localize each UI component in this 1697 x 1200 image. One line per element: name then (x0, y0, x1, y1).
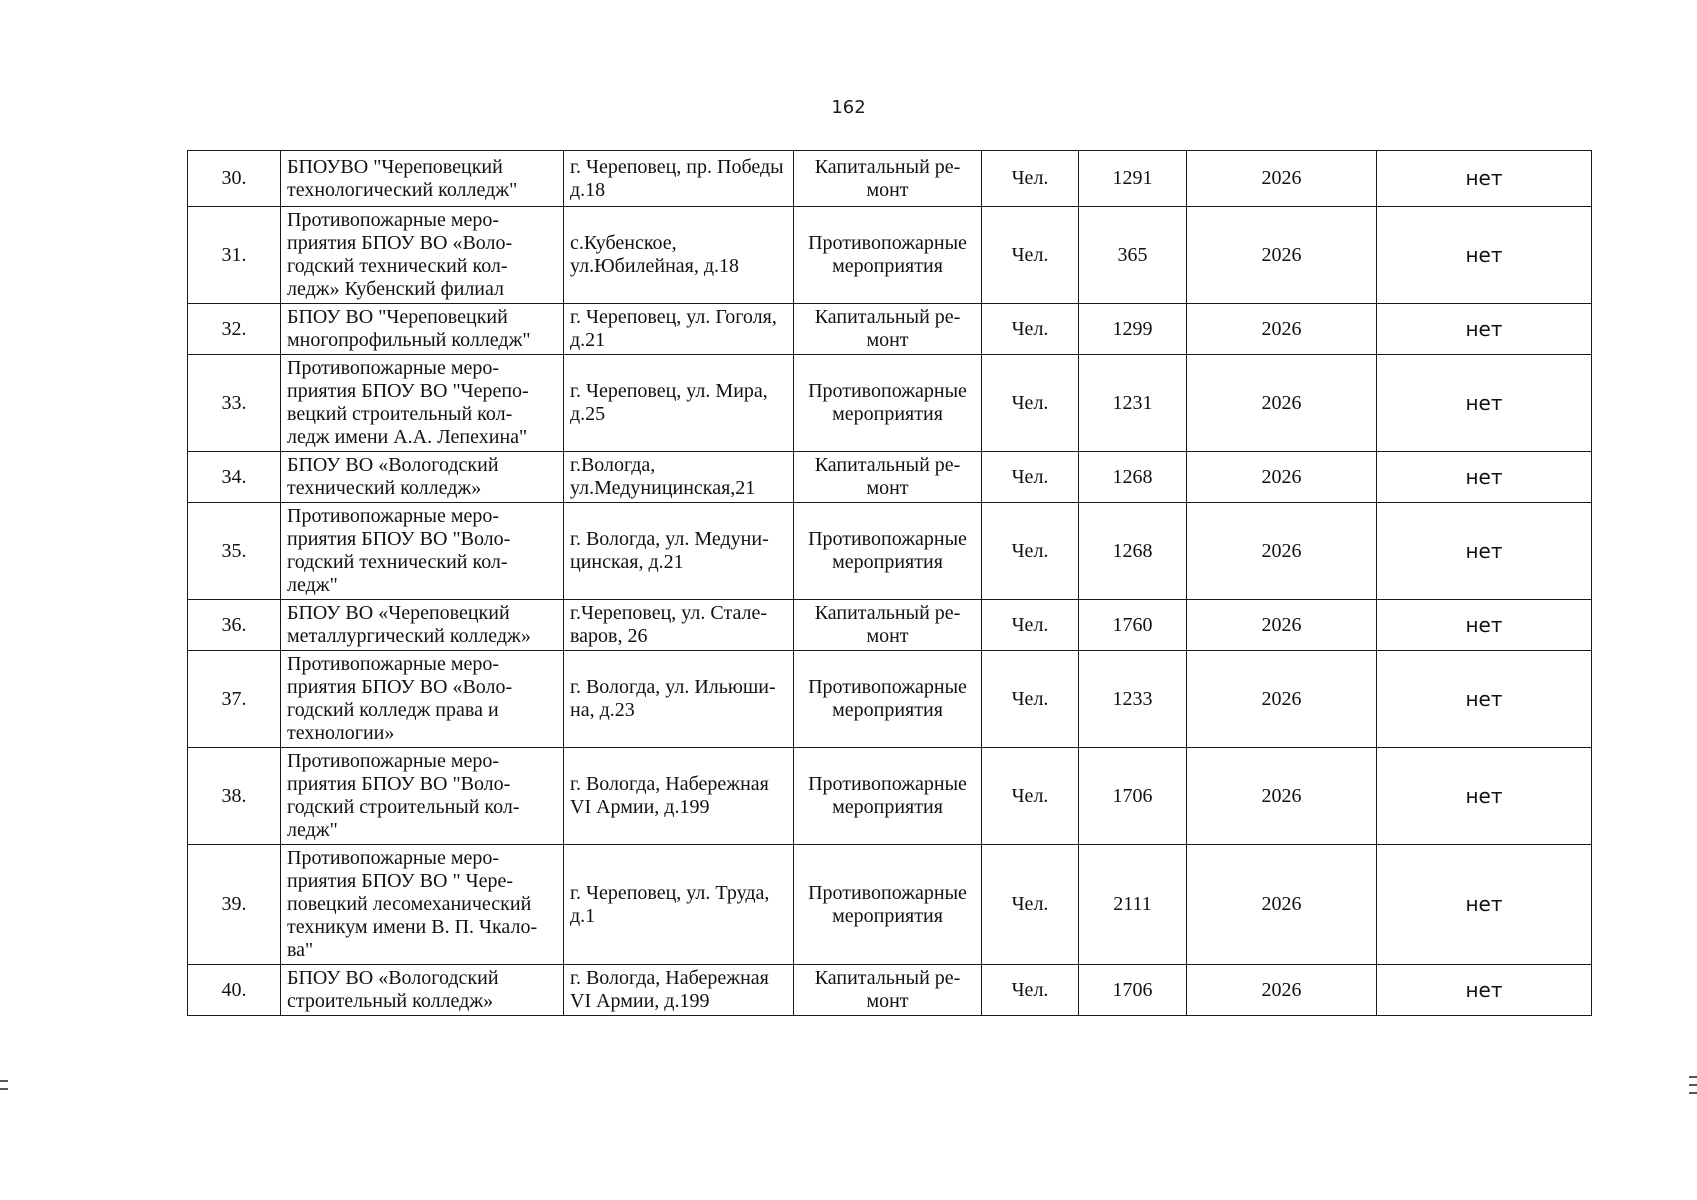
status-cell: нет (1377, 151, 1592, 207)
work-type-cell-line: Противопожарные (808, 881, 967, 904)
institution-name-cell (281, 304, 564, 355)
quantity-cell: 2111 (1079, 845, 1187, 965)
status-cell: нет (1377, 355, 1592, 452)
address-cell (564, 452, 794, 503)
work-type-cell-line: мероприятия (832, 796, 943, 818)
row-number-cell: 33. (188, 355, 281, 452)
address-cell (564, 207, 794, 304)
work-type-cell (794, 965, 982, 1016)
institution-name-cell-line: ледж имени А.А. Лепехина" (287, 426, 528, 448)
status-cell: нет (1377, 503, 1592, 600)
address-cell-line: ул.Юбилейная, д.18 (570, 255, 740, 277)
row-number-cell: 38. (188, 748, 281, 845)
institution-name-cell-line: техникум имени В. П. Чкало- (287, 916, 538, 938)
quantity-cell: 1706 (1079, 748, 1187, 845)
institution-name-cell-line: Противопожарные меро- (287, 209, 500, 231)
address-cell (564, 651, 794, 748)
row-number-cell: 36. (188, 600, 281, 651)
row-number-cell: 30. (188, 151, 281, 207)
margin-mark-right (1689, 1084, 1697, 1086)
table-row (188, 452, 1592, 503)
work-type-cell (794, 452, 982, 503)
work-type-cell-line: Противопожарные (808, 528, 967, 550)
institution-name-cell-line: годский строительный кол- (287, 796, 520, 818)
address-cell-line: г. Череповец, пр. Победы (570, 155, 784, 178)
unit-cell: Чел. (982, 304, 1079, 355)
institution-name-cell (281, 748, 564, 845)
row-number-cell: 31. (188, 207, 281, 304)
row-number-cell: 39. (188, 845, 281, 965)
status-cell: нет (1377, 304, 1592, 355)
address-cell-line: г. Вологда, Набережная (570, 967, 769, 989)
unit-cell: Чел. (982, 452, 1079, 503)
address-cell (564, 503, 794, 600)
address-cell (564, 845, 794, 965)
year-cell: 2026 (1187, 651, 1377, 748)
quantity-cell: 1233 (1079, 651, 1187, 748)
address-cell-line: цинская, д.21 (570, 551, 684, 573)
address-cell-line: варов, 26 (570, 625, 648, 647)
work-type-cell-line: монт (866, 990, 909, 1012)
institution-name-cell-line: металлургический колледж» (287, 625, 531, 647)
year-cell: 2026 (1187, 355, 1377, 452)
institution-name-cell-line: ва" (287, 939, 314, 961)
work-type-cell-line: монт (866, 329, 909, 351)
year-cell: 2026 (1187, 845, 1377, 965)
address-cell-line: VI Армии, д.199 (570, 796, 710, 818)
institution-name-cell-line: многопрофильный колледж" (287, 329, 531, 351)
address-cell-line: VI Армии, д.199 (570, 990, 710, 1012)
institution-name-cell-line: ледж" (287, 819, 338, 841)
address-cell-line: г. Череповец, ул. Труда, (570, 881, 770, 904)
institution-name-cell-line: годский технический кол- (287, 551, 508, 573)
institution-name-cell-line: приятия БПОУ ВО "Черепо- (287, 380, 529, 402)
address-cell (564, 965, 794, 1016)
unit-cell: Чел. (982, 748, 1079, 845)
work-type-cell (794, 600, 982, 651)
work-type-cell-line: Противопожарные (808, 676, 967, 698)
institution-name-cell-line: Противопожарные меро- (287, 653, 500, 675)
institution-name-cell-line: ледж" (287, 574, 338, 596)
work-type-cell-line: монт (866, 477, 909, 499)
work-type-cell (794, 503, 982, 600)
address-cell-line: г. Череповец, ул. Гоголя, (570, 306, 777, 328)
institution-name-cell-line: годский колледж права и (287, 699, 499, 721)
quantity-cell: 365 (1079, 207, 1187, 304)
work-type-cell-line: Противопожарные (808, 773, 967, 795)
address-cell (564, 151, 794, 207)
quantity-cell: 1299 (1079, 304, 1187, 355)
year-cell: 2026 (1187, 304, 1377, 355)
address-cell-line: г. Череповец, ул. Мира, (570, 380, 768, 402)
table-row (188, 355, 1592, 452)
work-type-cell-line: мероприятия (832, 699, 943, 721)
institution-name-cell-line: технологический колледж" (287, 178, 518, 201)
row-number-cell: 37. (188, 651, 281, 748)
status-cell: нет (1377, 600, 1592, 651)
quantity-cell: 1760 (1079, 600, 1187, 651)
address-cell (564, 600, 794, 651)
address-cell (564, 748, 794, 845)
quantity-cell: 1231 (1079, 355, 1187, 452)
work-type-cell-line: мероприятия (832, 904, 943, 927)
work-type-cell-line: монт (866, 178, 909, 201)
margin-mark-left (0, 1080, 8, 1082)
work-type-cell-line: Капитальный ре- (814, 155, 961, 178)
year-cell: 2026 (1187, 452, 1377, 503)
unit-cell: Чел. (982, 151, 1079, 207)
row-number-cell: 32. (188, 304, 281, 355)
status-cell: нет (1377, 207, 1592, 304)
institution-name-cell (281, 600, 564, 651)
year-cell: 2026 (1187, 151, 1377, 207)
quantity-cell: 1268 (1079, 452, 1187, 503)
institution-name-cell-line: Противопожарные меро- (287, 357, 500, 379)
unit-cell: Чел. (982, 651, 1079, 748)
institution-name-cell-line: технический колледж» (287, 477, 482, 499)
row-number-cell: 35. (188, 503, 281, 600)
institution-name-cell-line: Противопожарные меро- (287, 505, 500, 527)
work-type-cell (794, 207, 982, 304)
work-type-cell-line: мероприятия (832, 255, 943, 277)
institution-name-cell-line: приятия БПОУ ВО "Воло- (287, 773, 511, 795)
institution-name-cell (281, 845, 564, 965)
unit-cell: Чел. (982, 207, 1079, 304)
address-cell-line: на, д.23 (570, 699, 635, 721)
margin-mark-left (0, 1088, 8, 1090)
work-type-cell-line: Противопожарные (808, 232, 967, 254)
unit-cell: Чел. (982, 600, 1079, 651)
institution-name-cell-line: БПОУВО "Череповецкий (287, 155, 503, 178)
institution-name-cell-line: приятия БПОУ ВО «Воло- (287, 676, 513, 698)
institution-name-cell-line: повецкий лесомеханический (287, 893, 532, 915)
quantity-cell: 1706 (1079, 965, 1187, 1016)
table-row (188, 965, 1592, 1016)
institution-name-cell-line: БПОУ ВО "Череповецкий (287, 306, 508, 328)
work-type-cell (794, 845, 982, 965)
work-type-cell (794, 748, 982, 845)
work-type-cell-line: Капитальный ре- (814, 602, 961, 624)
institution-name-cell-line: строительный колледж» (287, 990, 494, 1012)
address-cell-line: г. Вологда, Набережная (570, 773, 769, 795)
institution-name-cell (281, 151, 564, 207)
table-row (188, 748, 1592, 845)
work-type-cell (794, 651, 982, 748)
margin-mark-right (1689, 1092, 1697, 1094)
unit-cell: Чел. (982, 965, 1079, 1016)
work-type-cell-line: Капитальный ре- (814, 454, 961, 476)
institution-name-cell (281, 503, 564, 600)
address-cell-line: д.18 (570, 178, 606, 201)
quantity-cell: 1291 (1079, 151, 1187, 207)
address-cell-line: д.1 (570, 904, 596, 927)
year-cell: 2026 (1187, 965, 1377, 1016)
institution-name-cell-line: вецкий строительный кол- (287, 403, 513, 425)
status-cell: нет (1377, 748, 1592, 845)
unit-cell: Чел. (982, 845, 1079, 965)
unit-cell: Чел. (982, 503, 1079, 600)
year-cell: 2026 (1187, 600, 1377, 651)
institution-name-cell-line: приятия БПОУ ВО " Чере- (287, 870, 514, 892)
row-number-cell: 34. (188, 452, 281, 503)
unit-cell: Чел. (982, 355, 1079, 452)
institution-name-cell (281, 355, 564, 452)
address-cell-line: г. Вологда, ул. Ильюши- (570, 676, 776, 698)
status-cell: нет (1377, 845, 1592, 965)
year-cell: 2026 (1187, 207, 1377, 304)
address-cell-line: д.25 (570, 403, 606, 425)
address-cell-line: д.21 (570, 329, 606, 351)
institution-name-cell-line: Противопожарные меро- (287, 750, 500, 772)
institution-name-cell-line: БПОУ ВО «Вологодский (287, 454, 499, 476)
institution-name-cell (281, 651, 564, 748)
row-number-cell: 40. (188, 965, 281, 1016)
table-row (188, 151, 1592, 207)
work-type-cell-line: Капитальный ре- (814, 306, 961, 328)
status-cell: нет (1377, 452, 1592, 503)
institution-name-cell-line: годский технический кол- (287, 255, 508, 277)
table-row (188, 651, 1592, 748)
table-row (188, 503, 1592, 600)
margin-mark-right (1689, 1076, 1697, 1078)
work-type-cell (794, 151, 982, 207)
institution-name-cell-line: ледж» Кубенский филиал (287, 278, 505, 300)
institution-name-cell-line: Противопожарные меро- (287, 847, 500, 869)
address-cell-line: с.Кубенское, (570, 232, 677, 254)
year-cell: 2026 (1187, 503, 1377, 600)
table-body (188, 151, 1592, 1016)
facilities-table (187, 150, 1592, 1016)
table-row (188, 600, 1592, 651)
address-cell-line: г.Вологда, (570, 454, 656, 476)
work-type-cell-line: Противопожарные (808, 380, 967, 402)
work-type-cell-line: мероприятия (832, 551, 943, 573)
status-cell: нет (1377, 965, 1592, 1016)
table-row (188, 207, 1592, 304)
institution-name-cell-line: БПОУ ВО «Вологодский (287, 967, 499, 989)
work-type-cell (794, 304, 982, 355)
table-row (188, 845, 1592, 965)
work-type-cell-line: монт (866, 625, 909, 647)
institution-name-cell (281, 207, 564, 304)
institution-name-cell (281, 452, 564, 503)
status-cell: нет (1377, 651, 1592, 748)
address-cell-line: ул.Медуницинская,21 (570, 477, 756, 499)
page-number: 162 (831, 97, 866, 118)
work-type-cell-line: Капитальный ре- (814, 967, 961, 989)
quantity-cell: 1268 (1079, 503, 1187, 600)
institution-name-cell-line: приятия БПОУ ВО "Воло- (287, 528, 511, 550)
work-type-cell-line: мероприятия (832, 403, 943, 425)
work-type-cell (794, 355, 982, 452)
address-cell (564, 355, 794, 452)
institution-name-cell-line: приятия БПОУ ВО «Воло- (287, 232, 513, 254)
table-row (188, 304, 1592, 355)
institution-name-cell-line: БПОУ ВО «Череповецкий (287, 602, 510, 624)
address-cell-line: г. Вологда, ул. Медуни- (570, 528, 769, 550)
institution-name-cell-line: технологии» (287, 722, 395, 744)
address-cell (564, 304, 794, 355)
institution-name-cell (281, 965, 564, 1016)
address-cell-line: г.Череповец, ул. Стале- (570, 602, 768, 624)
year-cell: 2026 (1187, 748, 1377, 845)
